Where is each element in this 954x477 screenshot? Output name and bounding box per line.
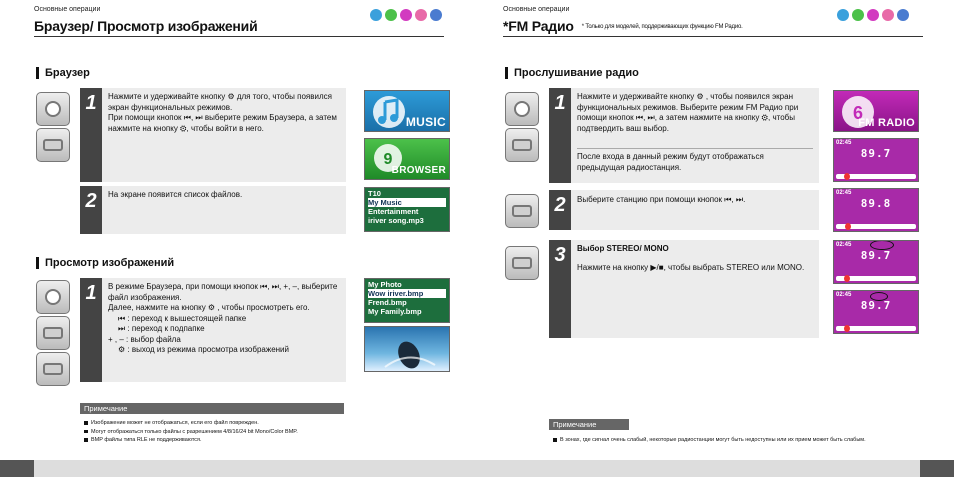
mode-icons [837, 9, 909, 21]
note-item: В зонах, где сигнал очень слабый, некоторые радиостанции могут быть недоступны или их прием может быть слабым. [553, 436, 933, 445]
note-item: Могут отображаться только файлы с разрешением 4/8/16/24 bit Mono/Color BMP. [84, 428, 384, 437]
step-number: 2 [80, 186, 102, 234]
fm-mode-icon [867, 9, 879, 21]
photo-image [365, 327, 450, 372]
radio-step-3 [549, 240, 819, 338]
step-text: Нажмите и удерживайте кнопку ⚙ , чтобы появился экран функциональных режимов. Выберите режим FM Радио при помощи кнопок ⏮, ⏭, а затем нажмите на кнопку ⚙, чтобы подтвердить ваш выбор. [577, 92, 799, 133]
music-screen [364, 90, 450, 132]
file-item: iriver song.mp3 [368, 216, 424, 225]
voice-mode-icon [882, 9, 894, 21]
step-heading: Выбор STEREO/ MONO [577, 244, 669, 253]
device-joystick-icon [36, 92, 70, 126]
frequency-readout: 89.7 [860, 147, 892, 160]
settings-mode-icon [897, 9, 909, 21]
step-text: ⏮ : переход к вышестоящей папке [118, 313, 247, 323]
svg-text:6: 6 [852, 103, 864, 123]
browser-label: BROWSER [391, 165, 446, 176]
note-list [84, 419, 384, 445]
right-page [477, 0, 954, 477]
note-title: Примечание [549, 419, 629, 430]
file-item: Entertainment [368, 207, 419, 216]
section-browser: Браузер [36, 67, 90, 79]
settings-mode-icon [430, 9, 442, 21]
fm-radio-label: FM RADIO [858, 117, 915, 129]
page-title [503, 18, 743, 34]
page-footer [0, 460, 954, 477]
frequency-scale [836, 326, 916, 331]
footer-tab-left [0, 460, 34, 477]
device-volume-buttons-icon [36, 352, 70, 386]
device-skip-buttons-icon [505, 194, 539, 228]
device-skip-buttons-icon [36, 128, 70, 162]
step-text: Далее, нажмите на кнопку ⚙ , чтобы просмотреть его. [108, 303, 310, 312]
device-skip-buttons-icon [505, 128, 539, 162]
step-number: 2 [549, 190, 571, 230]
frequency-marker [844, 173, 850, 180]
file-list-screen [364, 187, 450, 232]
browser-mode-icon [852, 9, 864, 21]
frequency-scale [836, 276, 916, 281]
frequency-scale [836, 174, 916, 179]
title-rule [34, 36, 444, 37]
voice-mode-icon [415, 9, 427, 21]
browser-mode-icon [385, 9, 397, 21]
device-skip-buttons-icon [36, 316, 70, 350]
radio-step-1 [549, 88, 819, 183]
step-text: На экране появится список файлов. [108, 190, 243, 199]
step-text: Нажмите и удерживайте кнопку ⚙ для того, чтобы появился экран функциональных режимов. [108, 92, 332, 112]
file-item: My Photo [368, 280, 402, 289]
page-title: Браузер/ Просмотр изображений [34, 18, 258, 34]
frequency-readout: 89.7 [860, 249, 892, 262]
file-item-selected: Wow iriver.bmp [368, 289, 446, 298]
section-radio: Прослушивание радио [505, 67, 639, 79]
note-item: BMP файлы типа RLE не поддерживаются. [84, 436, 384, 445]
radio-step-2 [549, 190, 819, 230]
clock-readout: 02:45 [836, 292, 852, 298]
mode-icons [370, 9, 442, 21]
music-label: MUSIC [405, 115, 446, 129]
step-number: 1 [80, 88, 102, 182]
tuner-screen [833, 188, 919, 232]
note-item: Изображение может не отображаться, если его файл поврежден. [84, 419, 384, 428]
music-mode-icon [370, 9, 382, 21]
page-title-text: *FM Радио [503, 18, 574, 34]
file-item-selected: My Music [368, 198, 446, 207]
step-number: 1 [80, 278, 102, 382]
fm-radio-screen [833, 90, 919, 132]
clock-readout: 02:45 [836, 140, 852, 146]
browser-step-1 [80, 88, 346, 182]
step-number: 1 [549, 88, 571, 183]
step-text: При помощи кнопок ⏮, ⏭ выберите режим Браузера, а затем нажмите на кнопку ⚙, чтобы войти в него. [108, 113, 337, 133]
clock-readout: 02:45 [836, 242, 852, 248]
file-item: My Family.bmp [368, 307, 422, 316]
category-label: Основные операции [503, 6, 570, 13]
note-list [553, 436, 933, 445]
photo-preview-screen [364, 326, 450, 372]
frequency-readout: 89.7 [860, 299, 892, 312]
device-play-button-icon [505, 246, 539, 280]
step-text: Нажмите на кнопку ▶/■, чтобы выбрать STEREO или MONO. [577, 262, 805, 272]
note-title: Примечание [80, 403, 344, 414]
music-note-icon [371, 92, 407, 132]
viewer-step-1 [80, 278, 346, 382]
footer-tab-right [920, 460, 954, 477]
file-item: T10 [368, 189, 381, 198]
file-item: Frend.bmp [368, 298, 407, 307]
step-text: + , – : выбор файла [108, 334, 181, 344]
category-label: Основные операции [34, 6, 101, 13]
fm-mode-icon [400, 9, 412, 21]
frequency-readout: 89.8 [860, 197, 892, 210]
music-mode-icon [837, 9, 849, 21]
frequency-scale [836, 224, 916, 229]
frequency-marker [844, 275, 850, 282]
section-viewer: Просмотр изображений [36, 257, 174, 269]
tuner-screen-mono [833, 290, 919, 334]
clock-readout: 02:45 [836, 190, 852, 196]
frequency-marker [844, 325, 850, 332]
title-rule [503, 36, 923, 37]
step-text: ⚙ : выход из режима просмотра изображений [118, 345, 289, 354]
step-text: Выберите станцию при помощи кнопок ⏮, ⏭. [577, 195, 746, 204]
device-joystick-icon [36, 280, 70, 314]
step-subtext: После входа в данный режим будут отображаться предыдущая радиостанция. [577, 148, 813, 173]
browser-screen [364, 138, 450, 180]
device-joystick-icon [505, 92, 539, 126]
frequency-marker [845, 223, 851, 230]
step-text: В режиме Браузера, при помощи кнопок ⏮, ⏭, +, –, выберите файл изображения. [108, 282, 338, 302]
photo-list-screen [364, 278, 450, 323]
svg-text:9: 9 [383, 151, 393, 168]
tuner-screen-stereo [833, 240, 919, 284]
tuner-screen [833, 138, 919, 182]
title-footnote: * Только для моделей, поддерживающих функцию FM Радио. [581, 24, 743, 31]
step-text: ⏭ : переход к подпапке [118, 324, 205, 333]
browser-step-2 [80, 186, 346, 234]
step-number: 3 [549, 240, 571, 338]
